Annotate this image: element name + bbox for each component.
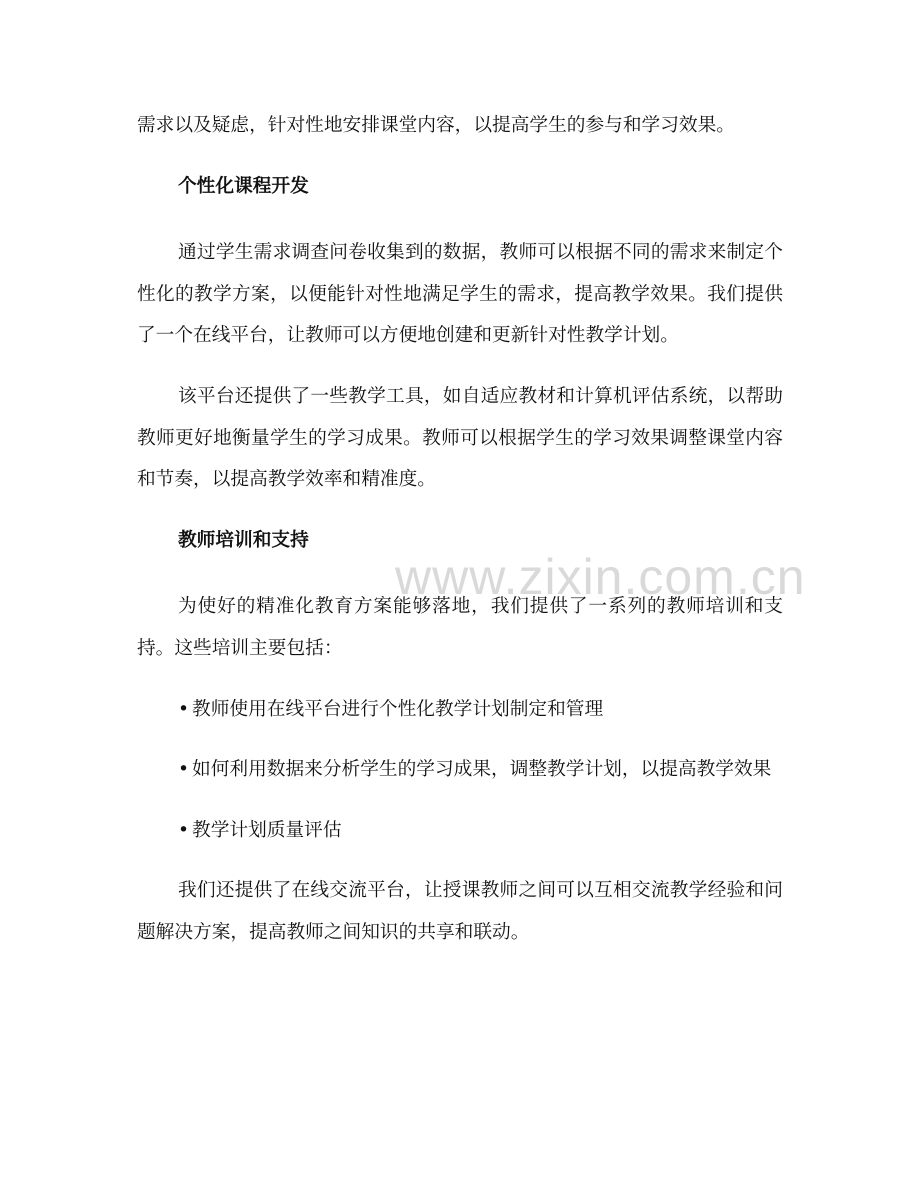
paragraph-continued: 需求以及疑虑，针对性地安排课堂内容，以提高学生的参与和学习效果。 xyxy=(137,115,735,136)
bullet-marker: • xyxy=(178,759,190,781)
watermark: www.zixin.com.cn xyxy=(395,549,806,605)
list-item-text: 教学计划质量评估 xyxy=(192,819,342,841)
section-heading-personalized-course: 个性化课程开发 xyxy=(178,175,309,197)
section-heading-teacher-training: 教师培训和支持 xyxy=(178,529,309,551)
list-item-text: 如何利用数据来分析学生的学习成果，调整教学计划，以提高教学效果 xyxy=(192,759,772,781)
paragraph-survey-data: 通过学生需求调查问卷收集到的数据，教师可以根据不同的需求来制定个性化的教学方案，以便能针对性地满足学生的需求，提高教学效果。我们提供了一个在线平台，让教师可以方便地创建和更新针对性教学计划。 xyxy=(137,242,783,347)
bullet-marker: • xyxy=(178,698,190,720)
paragraph-exchange-platform: 我们还提供了在线交流平台，让授课教师之间可以互相交流教学经验和问题解决方案，提高教师之间知识的共享和联动。 xyxy=(137,880,783,943)
paragraph-platform-tools: 该平台还提供了一些教学工具，如自适应教材和计算机评估系统，以帮助教师更好地衡量学生的学习成果。教师可以根据学生的学习效果调整课堂内容和节奏，以提高教学效率和精准度。 xyxy=(137,385,783,491)
list-item xyxy=(137,689,783,731)
paragraph-training-intro: 为使好的精准化教育方案能够落地，我们提供了一系列的教师培训和支持。这些培训主要包括： xyxy=(137,596,783,659)
document-body xyxy=(137,105,783,973)
list-item xyxy=(137,749,783,791)
bullet-marker: • xyxy=(178,819,190,841)
list-item-text: 教师使用在线平台进行个性化教学计划制定和管理 xyxy=(192,698,604,720)
list-item xyxy=(137,810,783,852)
